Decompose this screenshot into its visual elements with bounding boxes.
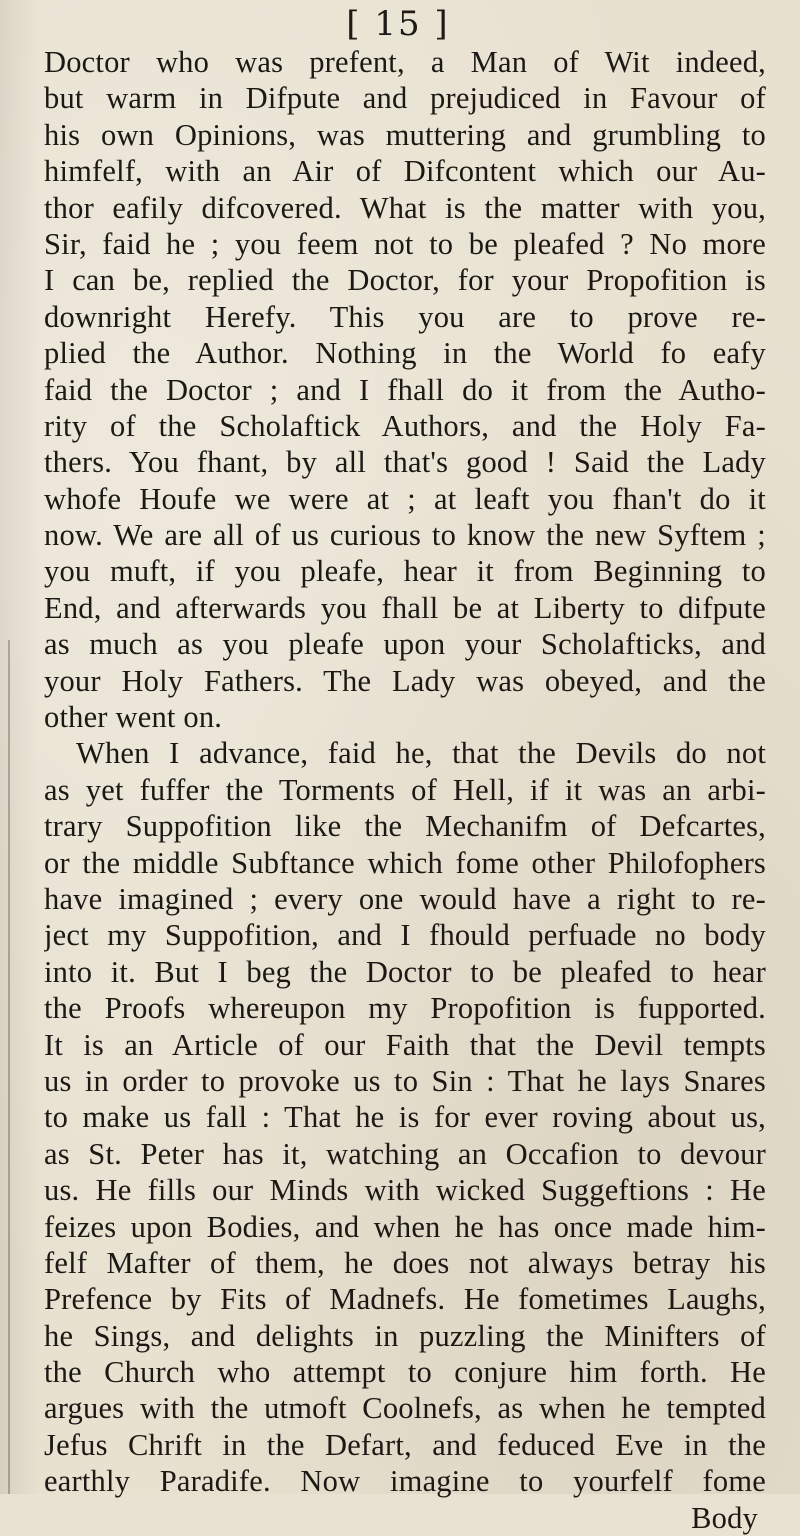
text-line: he Sings, and delights in puzzling the Minifters of xyxy=(44,1318,766,1353)
text-line: rity of the Scholaftick Authors, and the Holy Fa- xyxy=(44,408,766,443)
text-line: us in order to provoke us to Sin : That he lays Snares xyxy=(44,1063,766,1098)
text-line: you muft, if you pleafe, hear it from Beginning to xyxy=(44,554,766,589)
text-line: faid the Doctor ; and I fhall do it from the Autho- xyxy=(44,372,766,407)
text-line: It is an Article of our Faith that the Devil tempts xyxy=(44,1027,766,1062)
text-line: I can be, replied the Doctor, for your Propofition is xyxy=(44,263,766,298)
text-line: have imagined ; every one would have a right to re- xyxy=(44,881,766,916)
text-line: ject my Suppofition, and I fhould perfuade no body xyxy=(44,918,766,953)
text-line: plied the Author. Nothing in the World fo eafy xyxy=(44,336,766,371)
text-line: felf Mafter of them, he does not always betray his xyxy=(44,1245,766,1280)
text-line: as yet fuffer the Torments of Hell, if it was an arbi- xyxy=(44,772,766,807)
text-line: whofe Houfe we were at ; at leaft you fhan't do it xyxy=(44,481,766,516)
text-line: End, and afterwards you fhall be at Liberty to difpute xyxy=(44,590,766,625)
body-text xyxy=(44,44,766,1536)
text-line: the Church who attempt to conjure him forth. He xyxy=(44,1355,766,1390)
text-line: as much as you pleafe upon your Scholafticks, and xyxy=(44,627,766,662)
text-line: earthly Paradife. Now imagine to yourfelf fome xyxy=(44,1464,766,1499)
text-line: Doctor who was prefent, a Man of Wit indeed, xyxy=(44,45,766,79)
text-line: Prefence by Fits of Madnefs. He fometimes Laughs, xyxy=(44,1282,766,1317)
text-line: Jefus Chrift in the Defart, and feduced Eve in the xyxy=(44,1427,766,1462)
text-line: his own Opinions, was muttering and grumbling to xyxy=(44,117,766,152)
text-line: or the middle Subftance which fome other Philofophers xyxy=(44,845,766,880)
text-line: himfelf, with an Air of Difcontent which our Au- xyxy=(44,154,766,189)
gutter-shadow xyxy=(8,640,10,1494)
text-line: as St. Peter has it, watching an Occafion to devour xyxy=(44,1136,766,1171)
text-line: but warm in Difpute and prejudiced in Favour of xyxy=(44,81,766,116)
paragraph-start-line: When I advance, faid he, that the Devils do not xyxy=(76,736,766,771)
paragraph-end-line: other went on. xyxy=(44,700,223,735)
text-line: now. We are all of us curious to know the new Syftem ; xyxy=(44,518,766,553)
text-line: trary Suppofition like the Mechanifm of Defcartes, xyxy=(44,809,766,844)
text-line: the Proofs whereupon my Propofition is fupported. xyxy=(44,991,766,1026)
page-number: [ 15 ] xyxy=(346,4,450,44)
text-line: us. He fills our Minds with wicked Suggeftions : He xyxy=(44,1173,766,1208)
text-line: your Holy Fathers. The Lady was obeyed, and the xyxy=(44,663,766,698)
catchword: Body xyxy=(691,1500,758,1535)
text-line: thers. You fhant, by all that's good ! Said the Lady xyxy=(44,445,766,480)
text-line: Sir, faid he ; you feem not to be pleafed ? No more xyxy=(44,226,766,261)
text-line: feizes upon Bodies, and when he has once made him- xyxy=(44,1209,766,1244)
text-line: thor eafily difcovered. What is the matter with you, xyxy=(44,190,766,225)
text-line: downright Herefy. This you are to prove re- xyxy=(44,299,766,334)
text-line: to make us fall : That he is for ever roving about us, xyxy=(44,1100,766,1135)
text-line: into it. But I beg the Doctor to be pleafed to hear xyxy=(44,954,766,989)
text-line: argues with the utmoft Coolnefs, as when he tempted xyxy=(44,1391,766,1426)
